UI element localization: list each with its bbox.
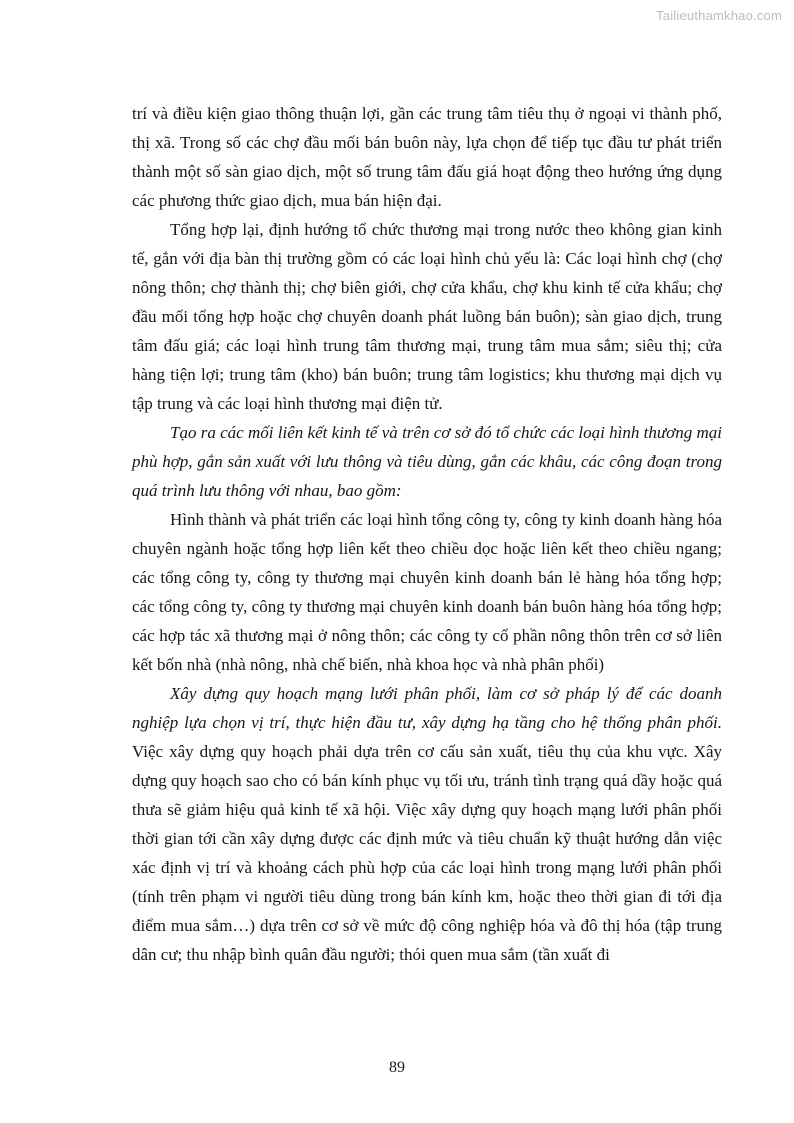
paragraph-summary: Tổng hợp lại, định hướng tổ chức thương mại trong nước theo không gian kinh tế, gắn với địa bàn thị trường gồm có các loại hình chủ yếu là: Các loại hình chợ (chợ nông thôn; chợ thành thị; chợ biên giới, chợ cửa khẩu, chợ khu kinh tế cửa khẩu; chợ đầu mối tổng hợp hoặc chợ chuyên doanh phát luồng bán buôn); sàn giao dịch, trung tâm đấu giá; các loại hình trung tâm thương mại, trung tâm mua sắm; siêu thị; cửa hàng tiện lợi; trung tâm (kho) bán buôn; trung tâm logistics; khu thương mại dịch vụ tập trung và các loại hình thương mại điện tử.: [132, 220, 722, 413]
paragraph-normal-continuation: Việc xây dựng quy hoạch phải dựa trên cơ cấu sản xuất, tiêu thụ của khu vực. Xây dựng quy hoạch sao cho có bán kính phục vụ tối ưu, tránh tình trạng quá dầy hoặc quá thưa sẽ giảm hiệu quả kinh tế xã hội. Việc xây dựng quy hoạch mạng lưới phân phối thời gian tới cần xây dựng được các định mức và tiêu chuẩn kỹ thuật hướng dẫn việc xác định vị trí và khoảng cách phù hợp của các loại hình trong mạng lưới phân phối (tính trên phạm vi người tiêu dùng trong bán kính km, hoặc theo thời gian đi tới địa điểm mua sắm…) dựa trên cơ sở về mức độ công nghiệp hóa và đô thị hóa (tập trung dân cư; thu nhập bình quân đầu người; thói quen mua sắm (tần xuất đi: [132, 742, 722, 964]
watermark-text: Tailieuthamkhao.com: [656, 8, 782, 23]
paragraph-continued: trí và điều kiện giao thông thuận lợi, gần các trung tâm tiêu thụ ở ngoại vi thành phố, thị xã. Trong số các chợ đầu mối bán buôn này, lựa chọn để tiếp tục đầu tư phát triển thành một số sàn giao dịch, một số trung tâm đấu giá hoạt động theo hướng ứng dụng các phương thức giao dịch, mua bán hiện đại.: [132, 104, 722, 210]
paragraph-italic-lead: Xây dựng quy hoạch mạng lưới phân phối, làm cơ sở pháp lý để các doanh nghiệp lựa chọn vị trí, thực hiện đầu tư, xây dựng hạ tầng cho hệ thống phân phối.: [132, 684, 722, 732]
paragraph-company-types: Hình thành và phát triển các loại hình tổng công ty, công ty kinh doanh hàng hóa chuyên ngành hoặc tổng hợp liên kết theo chiều dọc hoặc liên kết theo chiều ngang; các tổng công ty, công ty thương mại chuyên kinh doanh bán lẻ hàng hóa tổng hợp; các tổng công ty, công ty thương mại chuyên kinh doanh bán buôn hàng hóa tổng hợp; các hợp tác xã thương mại ở nông thôn; các công ty cổ phần nông thôn trên cơ sở liên kết bốn nhà (nhà nông, nhà chế biến, nhà khoa học và nhà phân phối): [132, 510, 722, 674]
document-body: [132, 99, 722, 969]
page-footer: [0, 1059, 794, 1077]
paragraph-planning-mixed: [132, 679, 722, 969]
paragraph-italic-linkages: Tạo ra các mối liên kết kinh tế và trên cơ sở đó tổ chức các loại hình thương mại phù hợp, gắn sản xuất với lưu thông và tiêu dùng, gắn các khâu, các công đoạn trong quá trình lưu thông với nhau, bao gồm:: [132, 423, 722, 500]
page-number: 89: [389, 1059, 405, 1076]
